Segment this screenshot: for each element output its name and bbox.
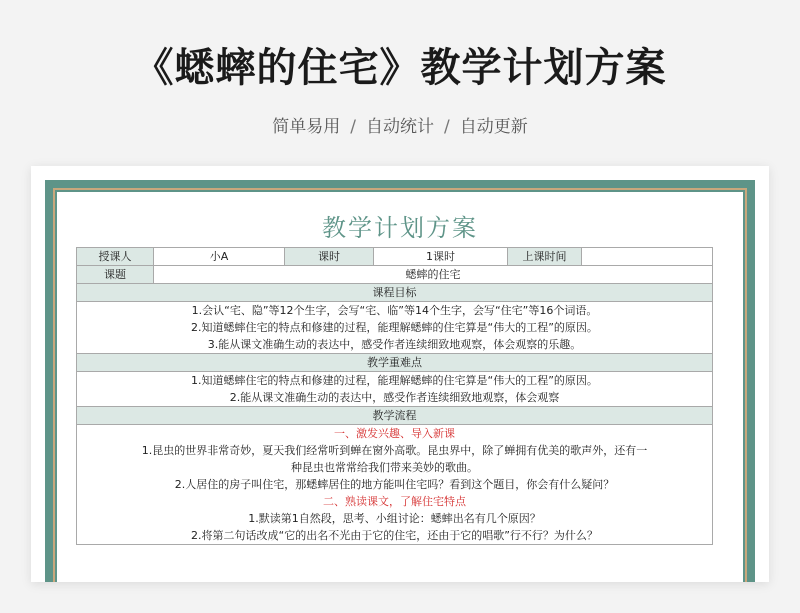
plan-table: [76, 247, 713, 545]
goals-row: [77, 302, 713, 354]
topic-label: 课题: [77, 266, 154, 284]
process-row: [77, 425, 713, 545]
key-points-heading: 教学重难点: [77, 354, 713, 372]
feature-tags: [0, 112, 800, 137]
info-row: [77, 248, 713, 266]
process-line: 2.将第二句话改成“它的出名不光由于它的住宅，还由于它的唱歌”行不行？为什么？: [191, 529, 598, 542]
process-heading: 教学流程: [77, 407, 713, 425]
tag-separator: /: [444, 117, 450, 137]
process-content: [77, 425, 713, 545]
tag-separator: /: [350, 117, 356, 137]
page-title: 《蟋蟀的住宅》教学计划方案: [133, 45, 667, 91]
goal-item: 3.能从课文准确生动的表达中，感受作者连续细致地观察，体会观察的乐趣。: [207, 338, 582, 351]
feature-tag: 简单易用: [272, 117, 341, 137]
process-line: 2.人居住的房子叫住宅，那蟋蟀居住的地方能叫住宅吗？看到这个题目，你会有什么疑问？: [174, 478, 615, 491]
goal-item: 2.知道蟋蟀住宅的特点和修建的过程，能理解蟋蟀的住宅算是“伟大的工程”的原因。: [191, 321, 598, 334]
key-points-heading-row: [77, 354, 713, 372]
teacher-label: 授课人: [77, 248, 154, 266]
process-line: 1.默读第1自然段，思考、小组讨论：蟋蟀出名有几个原因？: [248, 512, 541, 525]
process-section-heading: 二、熟读课文，了解住宅特点: [323, 495, 466, 508]
topic-value: 蟋蟀的住宅: [154, 266, 713, 284]
goals-content: [77, 302, 713, 354]
document-preview-card: [31, 166, 769, 582]
feature-tag: 自动统计: [366, 117, 434, 137]
teacher-value: 小A: [154, 248, 285, 266]
key-points-row: [77, 372, 713, 407]
process-line: 1.昆虫的世界非常奇妙，夏天我们经常听到蝉在窗外高歌。昆虫界中，除了蝉拥有优美的歌声外，还有一: [141, 444, 648, 457]
goals-heading: 课程目标: [77, 284, 713, 302]
process-section-heading: 一、激发兴趣、导入新课: [334, 427, 455, 440]
goals-heading-row: [77, 284, 713, 302]
key-points-content: [77, 372, 713, 407]
time-value: [582, 248, 713, 266]
feature-tag: 自动更新: [459, 117, 528, 137]
hours-label: 课时: [285, 248, 374, 266]
key-point-item: 1.知道蟋蟀住宅的特点和修建的过程，能理解蟋蟀的住宅算是“伟大的工程”的原因。: [191, 374, 598, 387]
process-line: 种昆虫也常常给我们带来美妙的歌曲。: [291, 461, 478, 474]
hours-value: 1课时: [374, 248, 508, 266]
document-paper: [57, 192, 743, 582]
document-frame: [45, 180, 755, 582]
key-point-item: 2.能从课文准确生动的表达中，感受作者连续细致地观察，体会观察: [229, 391, 560, 404]
document-title: 教学计划方案: [322, 214, 478, 242]
time-label: 上课时间: [508, 248, 582, 266]
topic-row: [77, 266, 713, 284]
process-heading-row: [77, 407, 713, 425]
goal-item: 1.会认“宅、隐”等12个生字，会写“宅、临”等14个生字，会写“住宅”等16个词语。: [191, 304, 598, 317]
